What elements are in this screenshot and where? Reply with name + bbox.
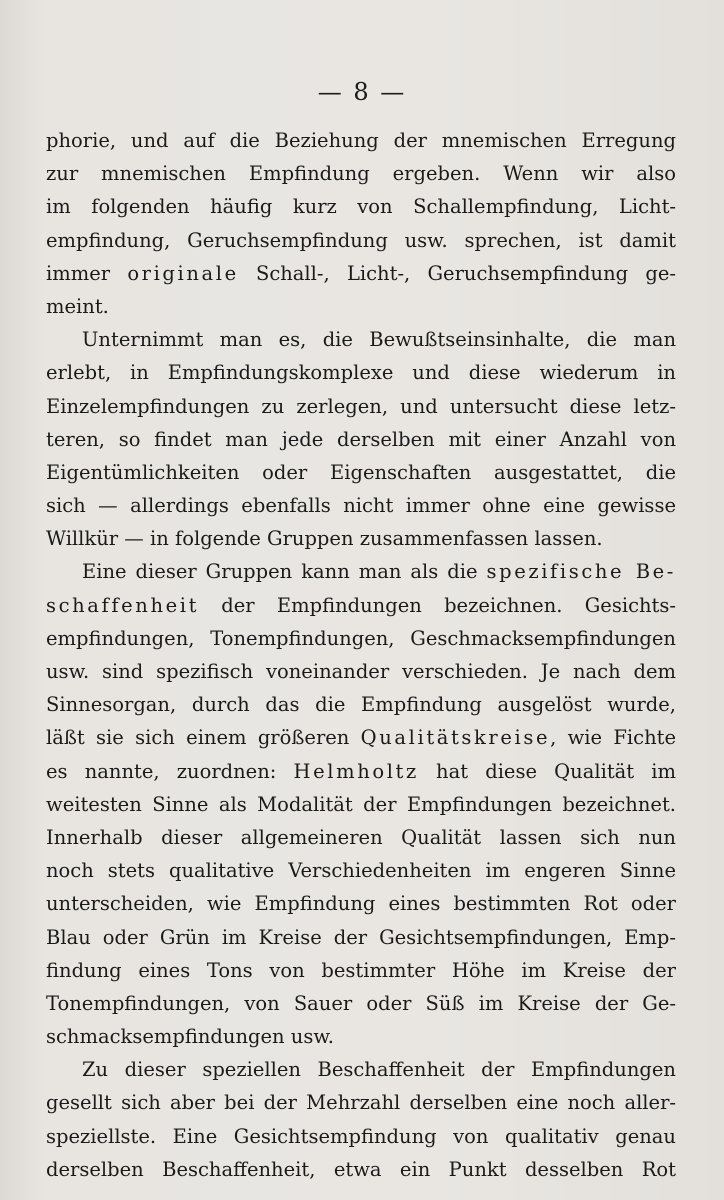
text-line: sich — allerdings ebenfalls nicht immer ohne eine gewisse [46, 494, 676, 518]
text-line: Blau oder Grün im Kreise der Gesichtsempfindungen, Emp- [46, 925, 676, 949]
text-line: unterscheiden, wie Empfindung eines bestimmten Rot oder [46, 892, 676, 916]
text-line: gesellt sich aber bei der Mehrzahl derselben eine noch aller- [46, 1091, 676, 1115]
text-line: Einzelempfindungen zu zerlegen, und untersucht diese letz- [46, 394, 676, 418]
text-line: teren, so findet man jede derselben mit einer Anzahl von [46, 427, 676, 451]
paragraph [46, 555, 676, 1053]
page-body-text [46, 124, 676, 1186]
text-line: noch stets qualitative Verschiedenheiten im engeren Sinne [46, 859, 676, 883]
text-line: immer originale Schall-, Licht-, Geruchsempfindung ge- [46, 261, 676, 285]
emphasized-text: schaffenheit [46, 593, 200, 617]
text-line: läßt sie sich einem größeren Qualitätskreise, wie Fichte [46, 726, 676, 750]
paragraph [46, 124, 676, 323]
paragraph [46, 323, 676, 555]
text-line: findung eines Tons von bestimmter Höhe im Kreise der [46, 958, 676, 982]
text-line: meint. [46, 294, 109, 318]
text-line: phorie, und auf die Beziehung der mnemischen Erregung [46, 129, 676, 152]
text-line: erlebt, in Empfindungskomplexe und diese wiederum in [46, 361, 676, 385]
text-line: Willkür — in folgende Gruppen zusammenfassen lassen. [46, 527, 603, 551]
emphasized-text: Helmholtz [293, 759, 419, 783]
emphasized-text: Qualitätskreise [360, 726, 551, 750]
text-line: weitesten Sinne als Modalität der Empfindungen bezeichnet. [46, 792, 676, 816]
text-line: es nannte, zuordnen: Helmholtz hat diese Qualität im [46, 759, 676, 783]
page-number: — 8 — [317, 78, 407, 106]
text-line: Sinnesorgan, durch das die Empfindung ausgelöst wurde, [46, 693, 676, 717]
text-line: usw. sind spezifisch voneinander verschieden. Je nach dem [46, 660, 676, 683]
text-line: empfindung, Geruchsempfindung usw. sprechen, ist damit [46, 228, 676, 252]
text-line: Tonempfindungen, von Sauer oder Süß im Kreise der Ge- [46, 991, 676, 1015]
paragraph [46, 1053, 676, 1186]
text-line: schmacksempfindungen usw. [46, 1025, 334, 1049]
text-line: Zu dieser speziellen Beschaffenheit der Empfindungen [82, 1058, 676, 1082]
emphasized-text: originale [127, 261, 239, 285]
text-line: Eine dieser Gruppen kann man als die spezifische Be- [82, 560, 676, 584]
text-line: derselben Beschaffenheit, etwa ein Punkt desselben Rot [46, 1157, 676, 1181]
text-line: Eigentümlichkeiten oder Eigenschaften ausgestattet, die [46, 460, 676, 484]
text-line: Innerhalb dieser allgemeineren Qualität lassen sich nun [46, 825, 676, 849]
text-line: Unternimmt man es, die Bewußtseinsinhalte, die man [82, 328, 676, 352]
text-line: schaffenheit der Empfindungen bezeichnen. Gesichts- [46, 593, 676, 617]
text-line: zur mnemischen Empfindung ergeben. Wenn wir also [46, 162, 676, 186]
emphasized-text: spezifische Be- [486, 560, 676, 584]
text-line: im folgenden häufig kurz von Schallempfindung, Licht- [46, 195, 676, 219]
text-line: empfindungen, Tonempfindungen, Geschmacksempfindungen [46, 626, 676, 650]
text-line: speziellste. Eine Gesichtsempfindung von qualitativ genau [46, 1124, 676, 1148]
